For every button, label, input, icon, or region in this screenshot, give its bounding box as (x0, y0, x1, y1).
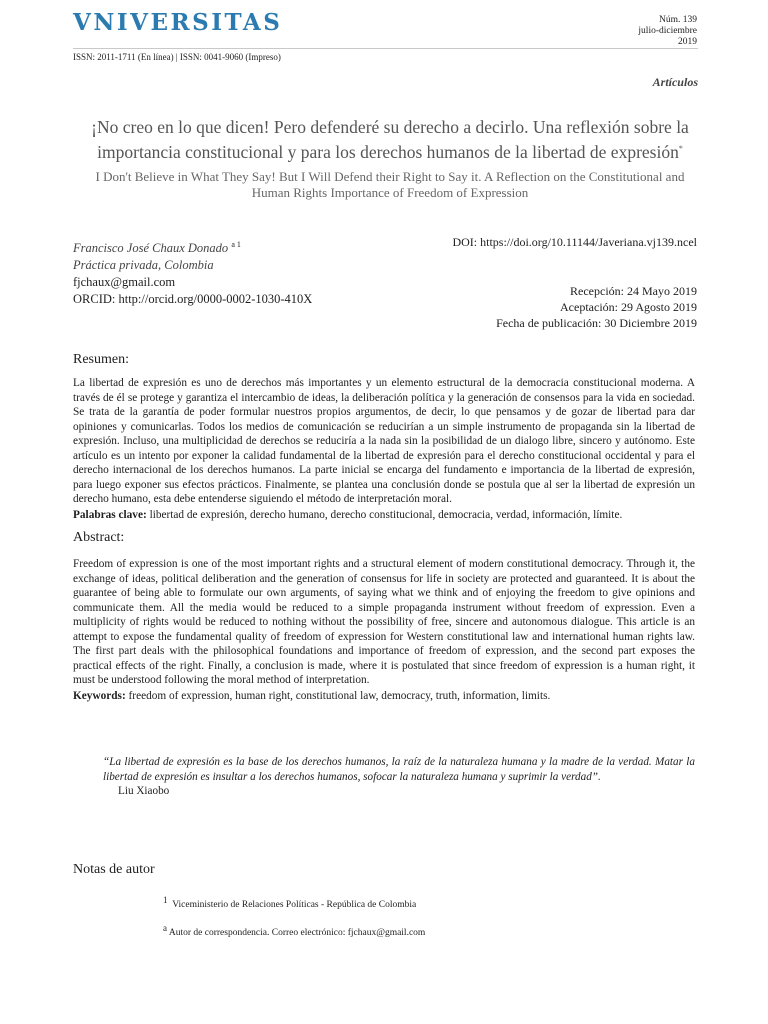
resumen-body (73, 376, 695, 522)
doi-link[interactable]: DOI: https://doi.org/10.11144/Javeriana.vj139.ncel (452, 235, 697, 249)
footnote-1 (163, 895, 416, 910)
epigraph-quote: “La libertad de expresión es la base de los derechos humanos, la raíz de la naturaleza humana y la madre de la verdad. Matar la libertad de expresión es insultar a los derechos humanos, sofocar la naturaleza humana y suprimir la verdad”. (103, 756, 695, 783)
accepted-date: Aceptación: 29 Agosto 2019 (560, 300, 697, 314)
resumen-heading: Resumen: (73, 352, 129, 367)
abstract-text: Freedom of expression is one of the most important rights and a structural element of modern constitutional democracy. Through it, the exchange of ideas, political deliberation and the generation of consensus for life in society are protected and guaranteed. It is about the guarantee of being able to formulate our own arguments, of saying what we think and of enjoying the freedom to give opinions and communicate them. All the media would be reduced to a simple propaganda instrument without freedom of expression. Even a multiplicity of rights would be reduced to nothing without the possibility of free, sincere and autonomous dialogue. This article is an attempt to expose the fundamental quality of freedom of expression for Western constitutional law and international human rights law. The first part deals with the philosophical foundations and importance of freedom of expression, and the second part exposes the practical effects of the right. Finally, a conclusion is made, where it is postulated that since freedom of expression is a human right, it must be understood following the moral method of interpretation. (73, 558, 695, 686)
article-title (80, 116, 700, 163)
resumen-text: La libertad de expresión es uno de derechos más importantes y un elemento estructural de la democracia constitucional moderna. A través de él se protege y garantiza el intercambio de ideas, la deliberación política y la generación de consensos para la vida en sociedad. Se trata de la garantía de poder formular nuestros propios argumentos, de decir, lo que pensamos y de gozar de libertad para dar opiniones y comunicarlas. Todos los medios de comunicación se reducirían a un simple instrumento de propaganda sin la libertad de expresión. Incluso, una multiplicidad de derechos se reduciría a la nada sin la posibilidad de un dialogo libre, sincero y autónomo. Este artículo es un intento por exponer la calidad fundamental de la libertad de expresión para el derecho constitucional occidental y para el derecho internacional de los derechos humanos. La parte inicial se encarga del fundamento e importancia de la libertad de expresión, para luego exponer sus efectos prácticos. Finalmente, se plantea una conclusión donde se postula que al ser la libertad de expresión un derecho humano, esta debe entenderse siguiendo el método de interpretación moral. (73, 377, 695, 505)
issue-number: Núm. 139 (659, 15, 697, 25)
article-subtitle: I Don't Believe in What They Say! But I Will Defend their Right to Say it. A Reflection on the Constitutional and Human Rights Importance of Freedom of Expression (95, 169, 685, 200)
author-markers: a 1 (231, 240, 241, 249)
author-affiliation: Práctica privada, Colombia (73, 258, 214, 273)
keywords-label: Keywords: (73, 689, 126, 702)
author-block (73, 236, 312, 308)
header-divider (73, 48, 698, 49)
article-title-text: ¡No creo en lo que dicen! Pero defenderé su derecho a decirlo. Una reflexión sobre la importancia constitucional y para los derechos humanos de la libertad de expresión (91, 117, 689, 162)
footnote-a-text: Autor de correspondencia. Correo electrónico: fjchaux@gmail.com (168, 928, 426, 939)
author-name: Francisco José Chaux Donado (73, 241, 229, 256)
epigraph-author: Liu Xiaobo (118, 785, 170, 797)
abstract-body (73, 557, 695, 703)
issue-info (577, 15, 697, 48)
author-notes-heading: Notas de autor (73, 862, 155, 877)
issue-year: 2019 (678, 37, 697, 47)
title-footnote-marker: * (678, 144, 683, 153)
footnote-1-marker: 1 (163, 895, 168, 905)
published-date: Fecha de publicación: 30 Diciembre 2019 (496, 316, 697, 330)
palabras-clave: libertad de expresión, derecho humano, derecho constitucional, democracia, verdad, información, límite. (149, 508, 623, 521)
issue-period: julio-diciembre (638, 26, 697, 36)
footnote-a (163, 923, 425, 938)
keywords: freedom of expression, human right, constitutional law, democracy, truth, information, limits. (128, 689, 551, 702)
palabras-clave-label: Palabras clave: (73, 508, 147, 521)
section-label: Artículos (652, 75, 698, 89)
author-email[interactable]: fjchaux@gmail.com (73, 275, 176, 290)
received-date: Recepción: 24 Mayo 2019 (570, 284, 697, 298)
footnote-1-text: Viceministerio de Relaciones Políticas - República de Colombia (172, 900, 417, 911)
issn: ISSN: 2011-1711 (En línea) | ISSN: 0041-9060 (Impreso) (73, 52, 281, 62)
article-dates (496, 283, 697, 331)
author-orcid[interactable]: ORCID: http://orcid.org/0000-0002-1030-410X (73, 292, 313, 307)
abstract-heading: Abstract: (73, 530, 125, 545)
journal-logo: VNIVERSITAS (73, 9, 283, 36)
footnote-a-marker: a (163, 923, 167, 933)
